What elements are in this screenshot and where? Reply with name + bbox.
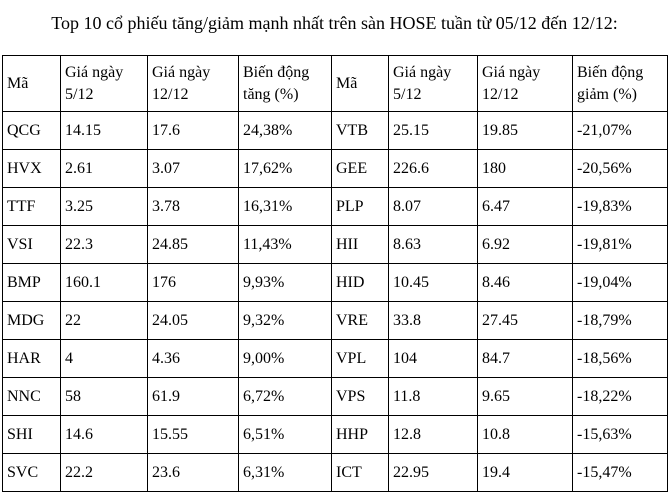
gainer-code-cell: MDG (3, 302, 61, 340)
gainer-change-cell: 11,43% (239, 226, 332, 264)
loser-code-cell: HII (332, 226, 389, 264)
loser-change-cell: -21,07% (573, 112, 668, 150)
loser-price-start-cell: 12.8 (389, 416, 478, 454)
loser-price-start-cell: 8.07 (389, 188, 478, 226)
loser-price-start-cell: 22.95 (389, 454, 478, 492)
loser-price-end-cell: 10.8 (478, 416, 573, 454)
table-row (3, 416, 668, 454)
loser-change-cell: -18,56% (573, 340, 668, 378)
gainer-price-start-cell: 22.2 (61, 454, 148, 492)
loser-change-cell: -15,63% (573, 416, 668, 454)
loser-price-start-cell: 226.6 (389, 150, 478, 188)
gainer-price-end-cell: 15.55 (148, 416, 239, 454)
table-row (3, 454, 668, 492)
column-header-code-gainers: Mã (3, 56, 61, 112)
gainer-price-start-cell: 2.61 (61, 150, 148, 188)
gainer-price-start-cell: 160.1 (61, 264, 148, 302)
loser-change-cell: -19,04% (573, 264, 668, 302)
gainer-code-cell: VSI (3, 226, 61, 264)
column-header-price-start-gainers: Giá ngày 5/12 (61, 56, 148, 112)
gainer-price-end-cell: 61.9 (148, 378, 239, 416)
gainer-price-end-cell: 3.78 (148, 188, 239, 226)
loser-price-end-cell: 180 (478, 150, 573, 188)
gainer-change-cell: 9,93% (239, 264, 332, 302)
gainer-change-cell: 9,32% (239, 302, 332, 340)
loser-code-cell: HHP (332, 416, 389, 454)
loser-code-cell: VPL (332, 340, 389, 378)
loser-change-cell: -20,56% (573, 150, 668, 188)
loser-code-cell: VRE (332, 302, 389, 340)
gainer-price-end-cell: 3.07 (148, 150, 239, 188)
table-row (3, 112, 668, 150)
column-header-price-start-losers: Giá ngày 5/12 (389, 56, 478, 112)
loser-price-start-cell: 33.8 (389, 302, 478, 340)
gainer-change-cell: 6,31% (239, 454, 332, 492)
gainer-price-end-cell: 17.6 (148, 112, 239, 150)
header-row (3, 56, 668, 112)
loser-code-cell: ICT (332, 454, 389, 492)
table-row (3, 264, 668, 302)
table-row (3, 150, 668, 188)
gainer-code-cell: QCG (3, 112, 61, 150)
gainer-change-cell: 24,38% (239, 112, 332, 150)
loser-code-cell: VTB (332, 112, 389, 150)
table-row (3, 302, 668, 340)
gainer-code-cell: NNC (3, 378, 61, 416)
loser-price-end-cell: 8.46 (478, 264, 573, 302)
loser-price-end-cell: 19.4 (478, 454, 573, 492)
loser-price-start-cell: 25.15 (389, 112, 478, 150)
gainer-price-start-cell: 3.25 (61, 188, 148, 226)
loser-price-end-cell: 19.85 (478, 112, 573, 150)
loser-change-cell: -18,22% (573, 378, 668, 416)
table-row (3, 340, 668, 378)
loser-price-end-cell: 84.7 (478, 340, 573, 378)
loser-price-end-cell: 27.45 (478, 302, 573, 340)
loser-price-end-cell: 6.47 (478, 188, 573, 226)
column-header-price-end-gainers: Giá ngày 12/12 (148, 56, 239, 112)
gainer-price-end-cell: 4.36 (148, 340, 239, 378)
table-row (3, 226, 668, 264)
gainer-price-start-cell: 22 (61, 302, 148, 340)
table-row (3, 378, 668, 416)
loser-price-end-cell: 6.92 (478, 226, 573, 264)
loser-price-end-cell: 9.65 (478, 378, 573, 416)
gainer-price-end-cell: 24.05 (148, 302, 239, 340)
gainer-code-cell: BMP (3, 264, 61, 302)
loser-change-cell: -18,79% (573, 302, 668, 340)
page-title: Top 10 cổ phiếu tăng/giảm mạnh nhất trên sàn HOSE tuần từ 05/12 đến 12/12: (51, 13, 618, 33)
column-header-code-losers: Mã (332, 56, 389, 112)
table-row (3, 188, 668, 226)
gainer-price-start-cell: 4 (61, 340, 148, 378)
loser-code-cell: GEE (332, 150, 389, 188)
gainer-price-end-cell: 23.6 (148, 454, 239, 492)
loser-price-start-cell: 8.63 (389, 226, 478, 264)
loser-code-cell: PLP (332, 188, 389, 226)
column-header-price-end-losers: Giá ngày 12/12 (478, 56, 573, 112)
gainer-price-start-cell: 58 (61, 378, 148, 416)
gainer-change-cell: 16,31% (239, 188, 332, 226)
loser-price-start-cell: 11.8 (389, 378, 478, 416)
stock-table (2, 55, 668, 492)
loser-code-cell: HID (332, 264, 389, 302)
gainer-code-cell: SVC (3, 454, 61, 492)
column-header-change-up: Biến động tăng (%) (239, 56, 332, 112)
loser-code-cell: VPS (332, 378, 389, 416)
gainer-change-cell: 17,62% (239, 150, 332, 188)
gainer-code-cell: TTF (3, 188, 61, 226)
gainer-change-cell: 9,00% (239, 340, 332, 378)
gainer-price-end-cell: 176 (148, 264, 239, 302)
gainer-code-cell: HVX (3, 150, 61, 188)
gainer-change-cell: 6,72% (239, 378, 332, 416)
loser-change-cell: -19,83% (573, 188, 668, 226)
loser-price-start-cell: 104 (389, 340, 478, 378)
gainer-code-cell: HAR (3, 340, 61, 378)
gainer-price-end-cell: 24.85 (148, 226, 239, 264)
gainer-change-cell: 6,51% (239, 416, 332, 454)
loser-change-cell: -15,47% (573, 454, 668, 492)
gainer-price-start-cell: 22.3 (61, 226, 148, 264)
gainer-price-start-cell: 14.15 (61, 112, 148, 150)
gainer-price-start-cell: 14.6 (61, 416, 148, 454)
gainer-code-cell: SHI (3, 416, 61, 454)
loser-change-cell: -19,81% (573, 226, 668, 264)
column-header-change-down: Biến động giảm (%) (573, 56, 668, 112)
loser-price-start-cell: 10.45 (389, 264, 478, 302)
